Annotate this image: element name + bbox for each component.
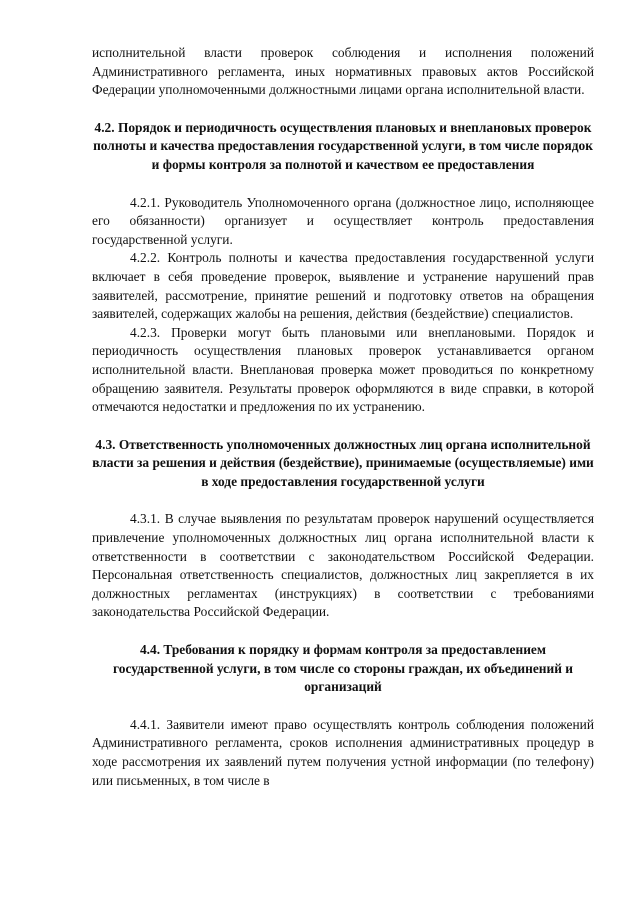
paragraph-4-2-2: 4.2.2. Контроль полноты и качества предоставления государственной услуги включает в себя проведение проверок, выявление и устранение нарушений прав заявителей, рассмотрение, принятие решений и подготовку ответов на обращения заявителей, содержащих жалобы на решения, действия (бездействие) специалистов. <box>92 250 594 322</box>
paragraph-4-3-1: 4.3.1. В случае выявления по результатам проверок нарушений осуществляется привлечение уполномоченных должностных лиц органа исполнительной власти к ответственности в соответствии с законодательством Российской Федерации. Персональная ответственность специалистов, должностных лиц закрепляется в их должностных регламентах (инструкциях) в соответствии с требованиями законодательства Российской Федерации. <box>92 511 594 620</box>
paragraph-intro: исполнительной власти проверок соблюдения и исполнения положений Административного регламента, иных нормативных правовых актов Российской Федерации уполномоченными должностными лицами органа исполнительной власти. <box>92 45 594 98</box>
document-page <box>92 44 594 790</box>
section-heading-4-4: 4.4. Требования к порядку и формам контроля за предоставлением государственной услуги, в том числе со стороны граждан, их объединений и организаций <box>113 642 573 695</box>
paragraph-4-4-1: 4.4.1. Заявители имеют право осуществлять контроль соблюдения положений Административного регламента, сроков исполнения административных процедур в ходе рассмотрения их заявлений путем получения устной информации (по телефону) или письменных, в том числе в <box>92 716 594 788</box>
section-heading-4-3: 4.3. Ответственность уполномоченных должностных лиц органа исполнительной власти за решения и действия (бездействие), принимаемые (осуществляемые) ими в ходе предоставления государственной услуги <box>92 436 594 489</box>
paragraph-4-2-3: 4.2.3. Проверки могут быть плановыми или внеплановыми. Порядок и периодичность осуществления плановых проверок устанавливается органом исполнительной власти. Внеплановая проверка может проводиться по конкретному обращению заявителя. Результаты проверок оформляются в виде справки, в которой отмечаются недостатки и предложения по их устранению. <box>92 324 594 415</box>
section-heading-4-2: 4.2. Порядок и периодичность осуществления плановых и внеплановых проверок полноты и качества предоставления государственной услуги, в том числе порядок и формы контроля за полнотой и качеством ее предоставления <box>93 119 593 172</box>
paragraph-4-2-1: 4.2.1. Руководитель Уполномоченного органа (должностное лицо, исполняющее его обязанности) организует и осуществляет контроль предоставления государственной услуги. <box>92 194 594 247</box>
